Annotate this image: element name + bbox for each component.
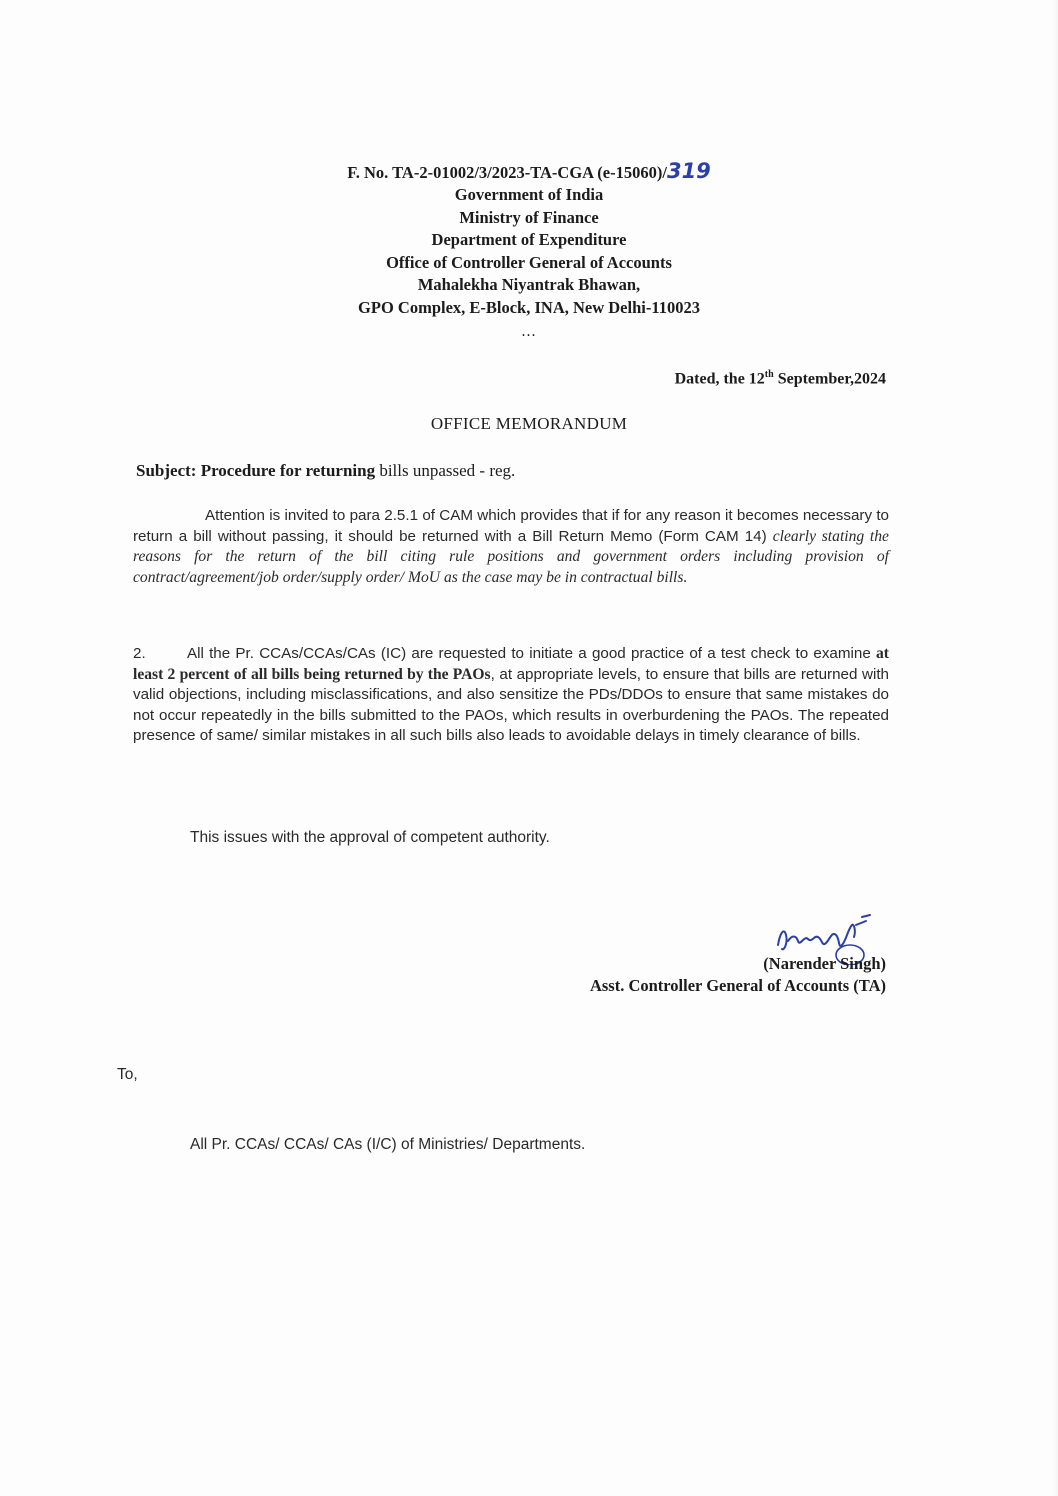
header-line-bhawan: Mahalekha Niyantrak Bhawan, — [417, 275, 641, 294]
subject-label: Subject: Procedure for returning — [136, 461, 376, 480]
subject-line — [136, 461, 515, 481]
paragraph-2-number: 2. — [133, 645, 146, 662]
date-suffix: September,2024 — [773, 370, 886, 388]
memo-date — [675, 369, 886, 388]
header-line-department: Department of Expenditure — [431, 230, 627, 249]
paragraph-2-text-a: All the Pr. CCAs/CCAs/CAs (IC) are requested to initiate a good practice of a test check to examine — [187, 645, 876, 662]
recipient-line: All Pr. CCAs/ CCAs/ CAs (I/C) of Ministries/ Departments. — [190, 1136, 586, 1153]
header-line-office: Office of Controller General of Accounts — [386, 252, 672, 272]
date-superscript: th — [764, 369, 774, 380]
signatory-designation: Asst. Controller General of Accounts (TA) — [589, 976, 886, 995]
paragraph-2-text-b: , at appropriate levels, to ensure that bills are returned with valid objections, including misclassifications, and also sensitize the PDs/DDOs to ensure that same mistakes do not occur repeatedly in the bills submitted to the PAOs, which results in overburdening the PAOs. The repeated presence of same/ similar mistakes in all such bills also leads to avoidable delays in timely clearance of bills. — [133, 665, 889, 744]
paragraph-1-italic: clearly stating the reasons for the return of the bill citing rule positions and government orders including provision of contract/agreement/job order/supply order/ MoU as the case may be in contractual bills. — [133, 527, 889, 586]
file-number-text: F. No. TA-2-01002/3/2023-TA-CGA (e-15060)/ — [347, 163, 667, 182]
paragraph-2-bold: at least 2 percent of all bills being returned by the PAOs — [133, 645, 889, 683]
header-line-government: Government of India — [454, 185, 604, 204]
paragraph-1-text: Attention is invited to para 2.5.1 of CAM which provides that if for any reason it becomes necessary to return a bill without passing, it should be returned with a Bill Return Memo (Form CAM 14) — [133, 507, 889, 545]
header-line-address: GPO Complex, E-Block, INA, New Delhi-110023 — [358, 297, 700, 317]
memo-title: OFFICE MEMORANDUM — [430, 414, 628, 433]
signatory-name: (Narender Singh) — [763, 954, 886, 973]
approval-line: This issues with the approval of competent authority. — [190, 829, 550, 846]
letterhead — [0, 160, 1058, 319]
paragraph-1 — [133, 506, 889, 588]
date-prefix: Dated, the 12 — [674, 370, 765, 388]
paragraph-2 — [133, 644, 889, 747]
file-number — [0, 160, 1058, 184]
to-label: To, — [117, 1066, 138, 1083]
scan-edge-shadow — [1052, 0, 1058, 1496]
handwritten-file-number: 319 — [666, 159, 711, 183]
header-separator: ... — [521, 323, 537, 340]
header-line-ministry: Ministry of Finance — [459, 207, 599, 227]
subject-text: bills unpassed - reg. — [375, 461, 516, 480]
